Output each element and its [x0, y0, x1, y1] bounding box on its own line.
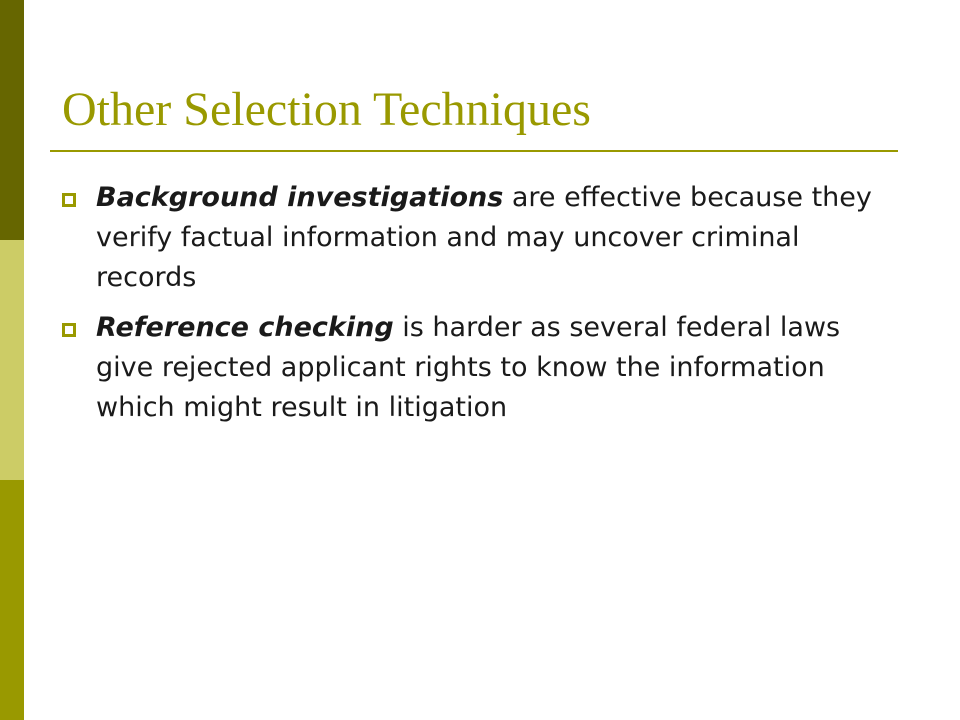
bullet-item	[62, 308, 902, 428]
left-band-top	[0, 0, 24, 240]
bullet-term: Reference checking	[96, 312, 394, 343]
hollow-square-bullet-icon	[62, 323, 76, 337]
bullet-list	[62, 178, 902, 438]
slide-title: Other Selection Techniques	[62, 83, 591, 136]
left-band-bottom	[0, 480, 24, 720]
hollow-square-bullet-icon	[62, 193, 76, 207]
title-underline-rule	[50, 150, 898, 152]
bullet-item	[62, 178, 902, 298]
left-band-middle	[0, 240, 24, 480]
bullet-term: Background investigations	[96, 182, 504, 213]
bullet-text: are effective because they verify factual information and may uncover criminal records	[96, 182, 872, 293]
bullet-text: is harder as several federal laws give rejected applicant rights to know the information which might result in litigation	[96, 312, 841, 423]
